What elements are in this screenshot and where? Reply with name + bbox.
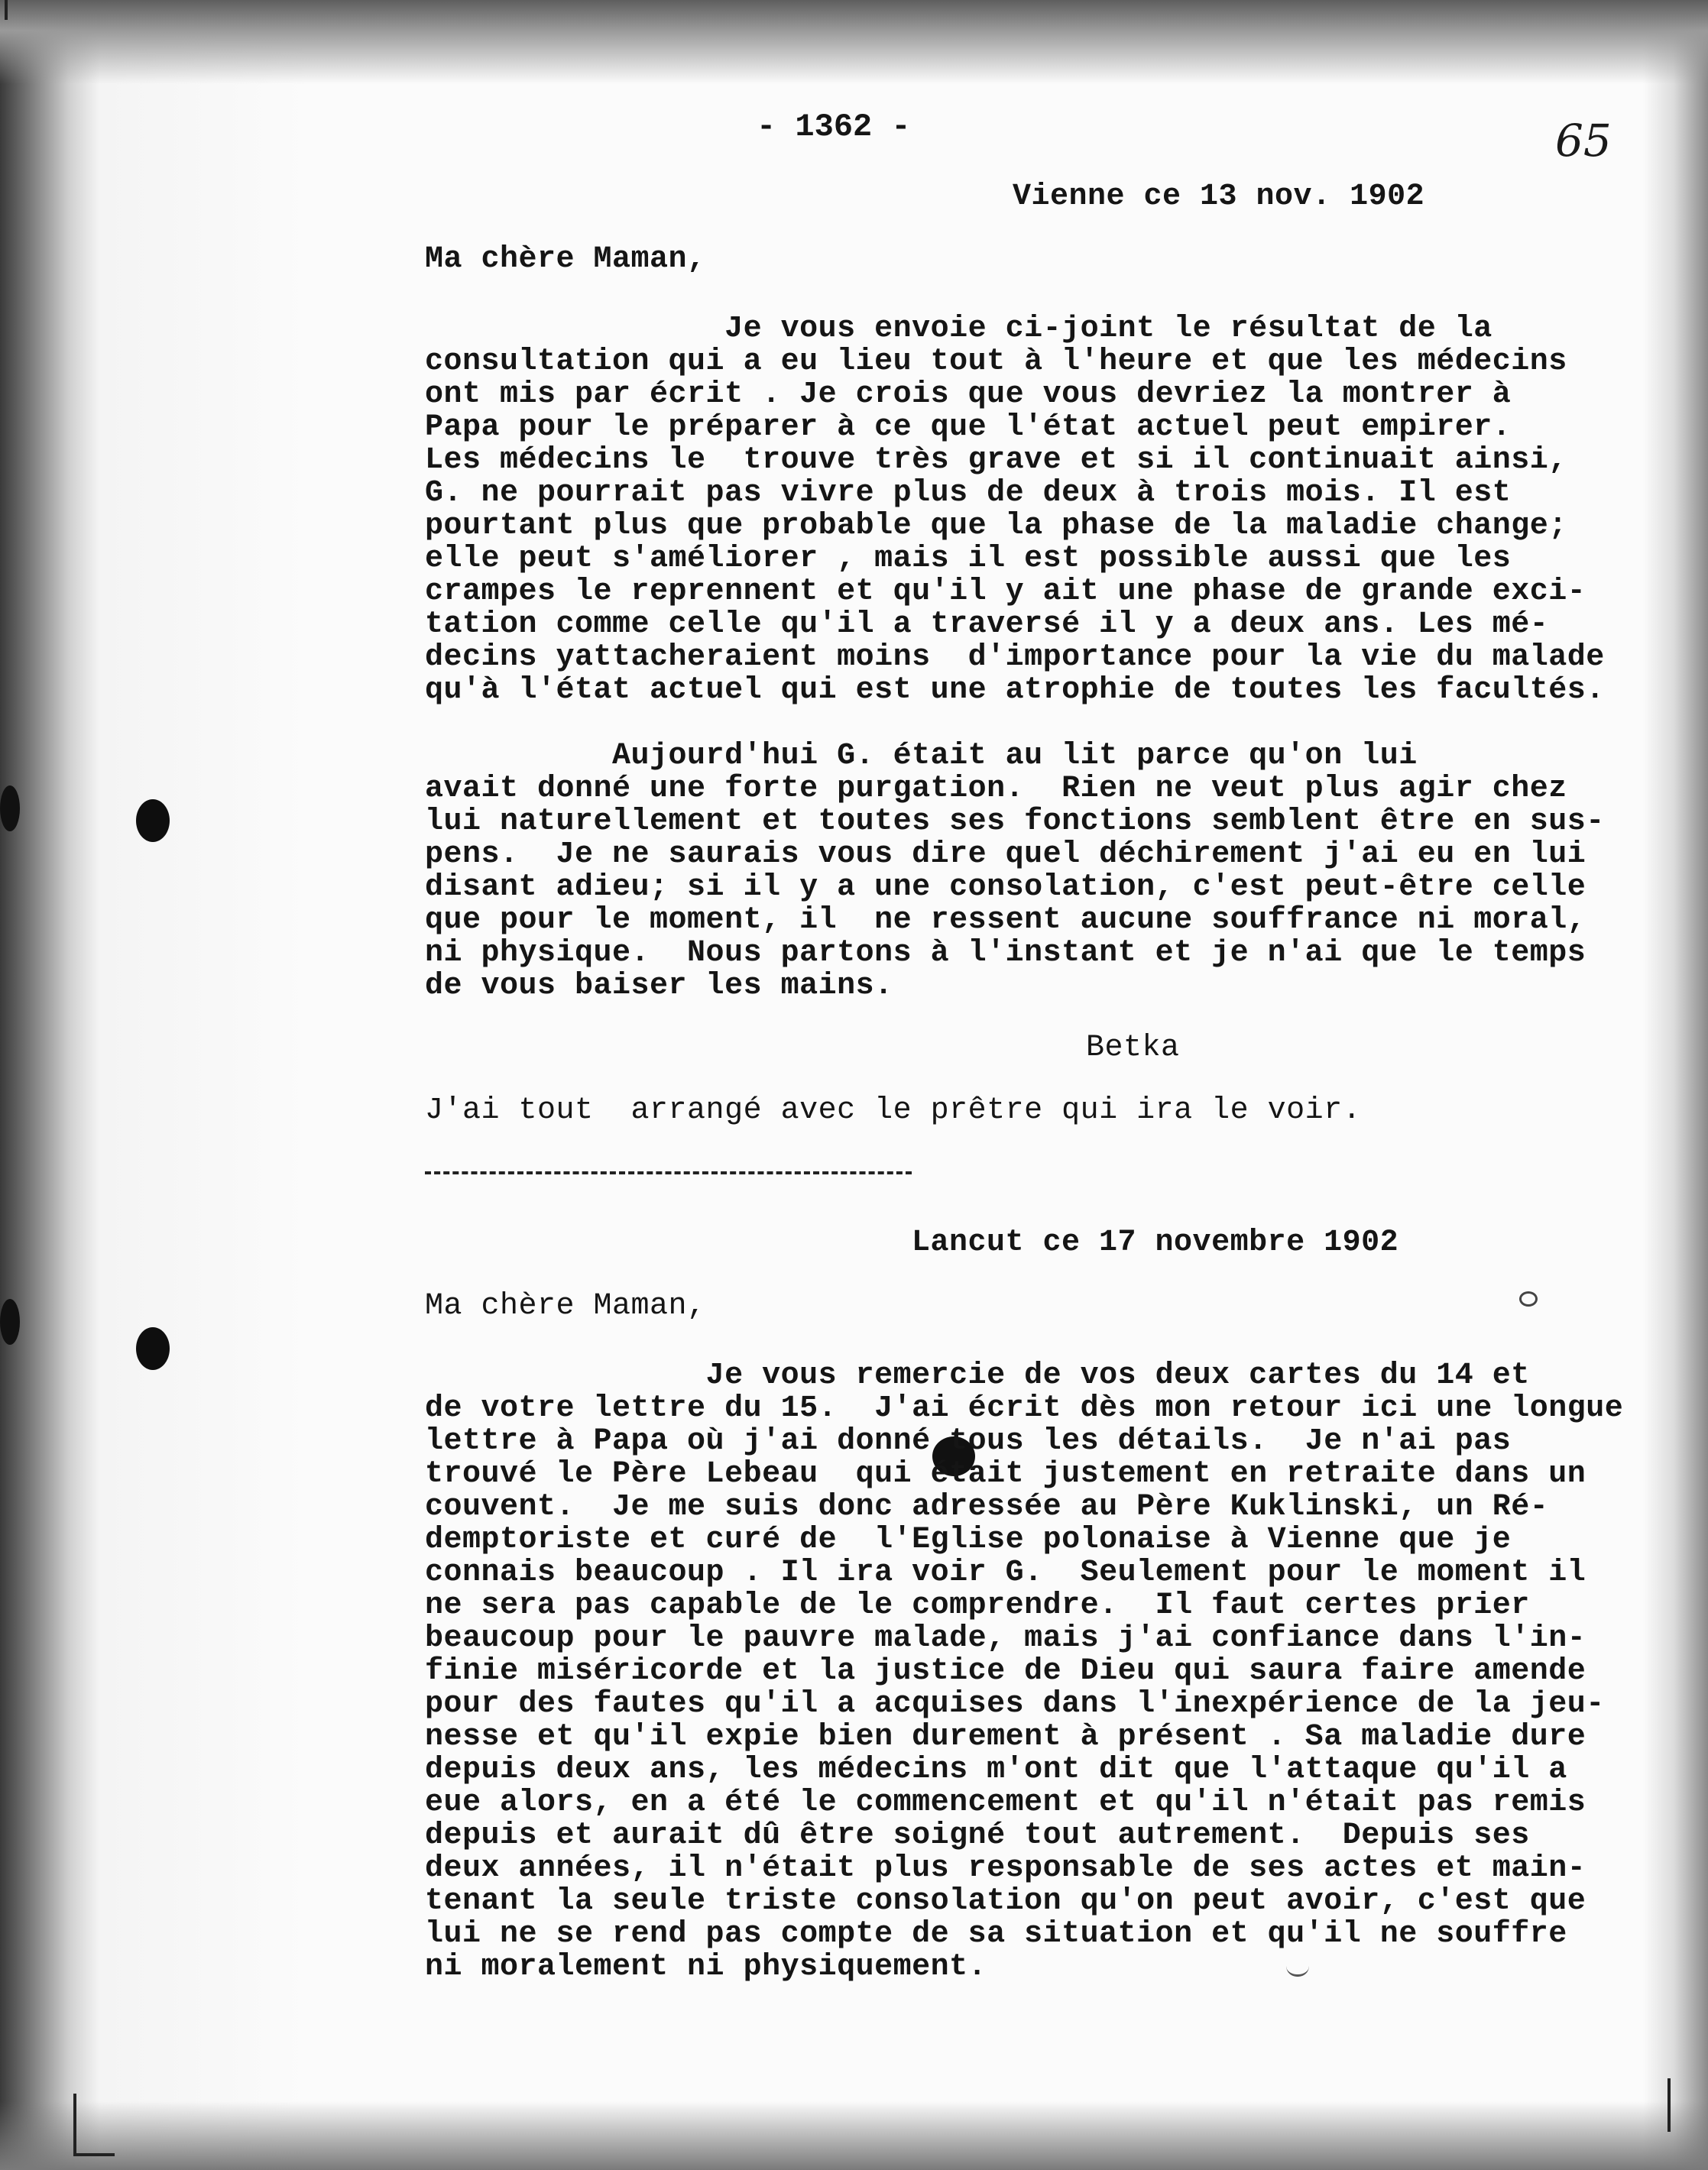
punch-hole-edge-lower: [0, 1299, 20, 1345]
text-line: eue alors, en a été le commencement et qu'il n'était pas remis: [425, 1786, 1586, 1820]
text-line: ni physique. Nous partons à l'instant et je n'ai que le temps: [425, 936, 1586, 970]
text-line: pour des fautes qu'il a acquises dans l'inexpérience de la jeu-: [425, 1687, 1605, 1721]
text-line: elle peut s'améliorer , mais il est possible aussi que les: [425, 542, 1512, 576]
text-line: disant adieu; si il y a une consolation, c'est peut-être celle: [425, 870, 1586, 905]
text-line: depuis deux ans, les médecins m'ont dit que l'attaque qu'il a: [425, 1753, 1567, 1787]
text-line: tation comme celle qu'il a traversé il y a deux ans. Les mé-: [425, 607, 1549, 642]
text-line: lui ne se rend pas compte de sa situation et qu'il ne souffre: [425, 1917, 1567, 1951]
text-line: qu'à l'état actuel qui est une atrophie de toutes les facultés.: [425, 673, 1605, 708]
text-line: de vous baiser les mains.: [425, 969, 893, 1003]
text-line: pens. Je ne saurais vous dire quel déchirement j'ai eu en lui: [425, 837, 1586, 872]
text-line: Aujourd'hui G. était au lit parce qu'on lui: [425, 739, 1418, 773]
text-line: de votre lettre du 15. J'ai écrit dès mon retour ici une longue: [425, 1391, 1624, 1426]
text-line: tenant la seule triste consolation qu'on peut avoir, c'est que: [425, 1884, 1586, 1919]
letter1-postscript: J'ai tout arrangé avec le prêtre qui ira le voir.: [425, 1093, 1362, 1128]
typed-page-number: - 1362 -: [757, 108, 911, 145]
punch-hole-upper: [136, 799, 170, 842]
text-line: pourtant plus que probable que la phase de la maladie change;: [425, 509, 1567, 543]
letter2-salutation: Ma chère Maman,: [425, 1289, 706, 1323]
text-line: connais beaucoup . Il ira voir G. Seulement pour le moment il: [425, 1556, 1586, 1590]
text-line: ont mis par écrit . Je crois que vous devriez la montrer à: [425, 377, 1512, 412]
letter1-salutation: Ma chère Maman,: [425, 242, 706, 277]
letter2-place-date: Lancut ce 17 novembre 1902: [912, 1226, 1399, 1260]
text-line: demptoriste et curé de l'Eglise polonaise à Vienne que je: [425, 1523, 1512, 1557]
pencil-scribble: [1286, 1965, 1309, 1977]
letter1-signature: Betka: [1086, 1031, 1180, 1065]
text-line: decins yattacheraient moins d'importance pour la vie du malade: [425, 640, 1605, 675]
text-line: lui naturellement et toutes ses fonctions semblent être en sus-: [425, 805, 1605, 839]
punch-hole-edge-upper: [0, 785, 20, 831]
margin-mark: [1519, 1291, 1538, 1307]
corner-mark-bottom-left: [73, 2094, 115, 2156]
text-line: consultation qui a eu lieu tout à l'heure et que les médecins: [425, 345, 1567, 379]
text-line: depuis et aurait dû être soigné tout autrement. Depuis ses: [425, 1819, 1530, 1853]
text-line: couvent. Je me suis donc adressée au Père Kuklinski, un Ré-: [425, 1490, 1549, 1524]
letter1-place-date: Vienne ce 13 nov. 1902: [1013, 180, 1425, 214]
text-line: Papa pour le préparer à ce que l'état actuel peut empirer.: [425, 410, 1512, 445]
corner-mark-top-left: [5, 0, 12, 20]
scan-top-shadow: [0, 0, 1708, 84]
text-line: que pour le moment, il ne ressent aucune souffrance ni moral,: [425, 903, 1586, 938]
text-line: Les médecins le trouve très grave et si il continuait ainsi,: [425, 443, 1567, 478]
text-line: avait donné une forte purgation. Rien ne veut plus agir chez: [425, 772, 1567, 806]
scan-bottom-shadow: [0, 2101, 1708, 2170]
corner-mark-bottom-right: [1667, 2078, 1674, 2132]
handwritten-page-number: 65: [1555, 115, 1612, 167]
text-line: lettre à Papa où j'ai donné tous les détails. Je n'ai pas: [425, 1424, 1512, 1459]
text-line: Je vous remercie de vos deux cartes du 14 et: [425, 1359, 1530, 1393]
text-line: beaucoup pour le pauvre malade, mais j'ai confiance dans l'in-: [425, 1621, 1586, 1656]
text-line: crampes le reprennent et qu'il y ait une phase de grande exci-: [425, 575, 1586, 609]
text-line: G. ne pourrait pas vivre plus de deux à trois mois. Il est: [425, 476, 1512, 510]
text-line: finie miséricorde et la justice de Dieu qui saura faire amende: [425, 1654, 1586, 1689]
text-line: trouvé le Père Lebeau qui était justement en retraite dans un: [425, 1457, 1586, 1491]
text-line: nesse et qu'il expie bien durement à présent . Sa maladie dure: [425, 1720, 1586, 1754]
text-line: deux années, il n'était plus responsable de ses actes et main-: [425, 1851, 1586, 1886]
punch-hole-lower: [136, 1327, 170, 1370]
text-line: ne sera pas capable de le comprendre. Il faut certes prier: [425, 1589, 1530, 1623]
text-line: Je vous envoie ci-joint le résultat de la: [425, 312, 1492, 346]
text-line: ni moralement ni physiquement.: [425, 1950, 987, 1984]
